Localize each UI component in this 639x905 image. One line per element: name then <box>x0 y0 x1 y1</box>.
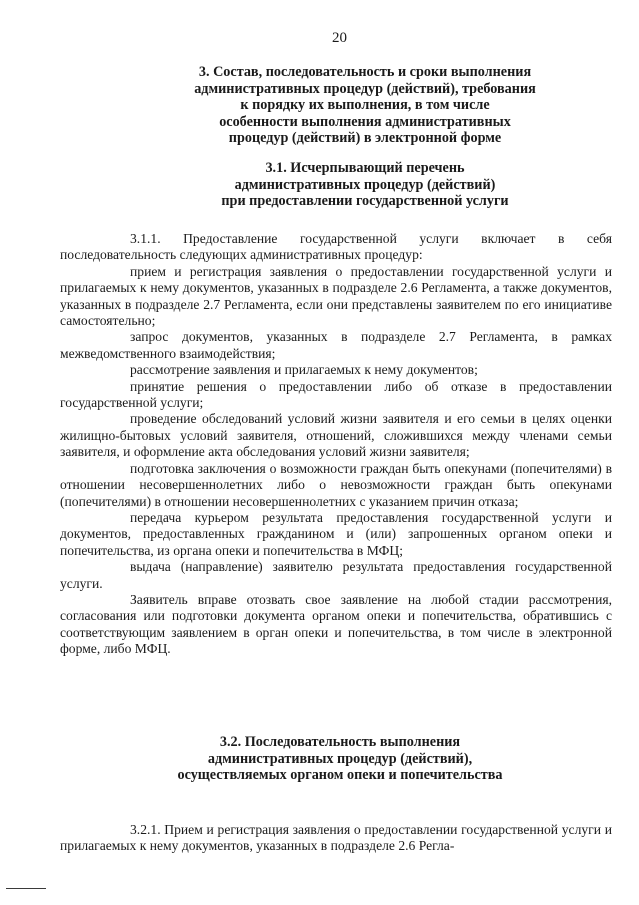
list-item-issuance: выдача (направление) заявителю результата предоставления государственной услуги. <box>60 559 612 591</box>
list-item-reception: прием и регистрация заявления о предоставлении государственной услуги и прилагаемых к нему документов, указанных в подразделе 2.6 Регламента, а также документов, указанных в подразделе 2.7 Регламента, если они представлены заявителем по его инициативе самостоятельно; <box>60 263 612 329</box>
section-3-heading-line: процедур (действий) в электронной форме <box>228 130 502 146</box>
section-3-heading-line: 3. Состав, последовательность и сроки выполнения <box>198 64 532 80</box>
section-3-1-heading-line: 3.1. Исчерпывающий перечень <box>265 160 465 176</box>
list-item-inspection: проведение обследований условий жизни заявителя и его семьи в целях оценки жилищно-бытовых условий заявителя, отношений, сложившихся между членами семьи заявителя, и оформление акта обследования условий жизни заявителя; <box>60 411 612 460</box>
section-3-2-heading <box>120 734 560 784</box>
scan-edge-mark <box>6 888 46 889</box>
list-item-courier-transfer: передача курьером результата предоставления государственной услуги и документов, предоставленных гражданином и (или) запрошенных органом опеки и попечительства, из органа опеки и попечительства в МФЦ; <box>60 509 612 558</box>
section-3-heading-line: к порядку их выполнения, в том числе <box>240 97 490 113</box>
section-3-heading-line: административных процедур (действий), требования <box>194 80 536 97</box>
paragraph-withdrawal: Заявитель вправе отозвать свое заявление на любой стадии рассмотрения, согласования или подготовки документа органом опеки и попечительства, обратившись с соответствующим заявлением в орган опеки и попечительства, в том числе в электронной форме, либо МФЦ. <box>60 591 612 657</box>
section-3-heading-line: особенности выполнения административных <box>219 113 511 130</box>
section-3-2-heading-line: административных процедур (действий), <box>207 750 473 767</box>
list-item-request-documents: запрос документов, указанных в подразделе 2.7 Регламента, в рамках межведомственного взаимодействия; <box>60 329 612 361</box>
list-item-decision: принятие решения о предоставлении либо об отказе в предоставлении государственной услуги; <box>60 378 612 411</box>
page-number: 20 <box>332 30 347 46</box>
paragraph-3-1-1: 3.1.1. Предоставление государственной услуги включает в себя последовательность следующих административных процедур: <box>60 231 612 263</box>
section-3-1-heading-line: административных процедур (действий) <box>234 176 496 193</box>
list-item-conclusion: подготовка заключения о возможности граждан быть опекунами (попечителями) в отношении несовершеннолетних либо о невозможности граждан быть опекунами (попечителями) в отношении несовершеннолетних с указанием причин отказа; <box>60 460 612 509</box>
paragraph-3-2-1: 3.2.1. Прием и регистрация заявления о предоставлении государственной услуги и прилагаемых к нему документов, указанных в подразделе 2.6 Регла- <box>60 822 612 854</box>
section-3-2-heading-line: 3.2. Последовательность выполнения <box>219 734 461 750</box>
section-3-1-body <box>60 231 612 658</box>
list-item-review: рассмотрение заявления и прилагаемых к нему документов; <box>130 362 478 378</box>
section-3-2-body <box>60 822 612 855</box>
section-3-1-heading <box>150 160 580 210</box>
section-3-1-heading-line: при предоставлении государственной услуги <box>221 193 509 209</box>
section-3-2-heading-line: осуществляемых органом опеки и попечительства <box>177 767 503 783</box>
section-3-heading <box>150 64 580 147</box>
